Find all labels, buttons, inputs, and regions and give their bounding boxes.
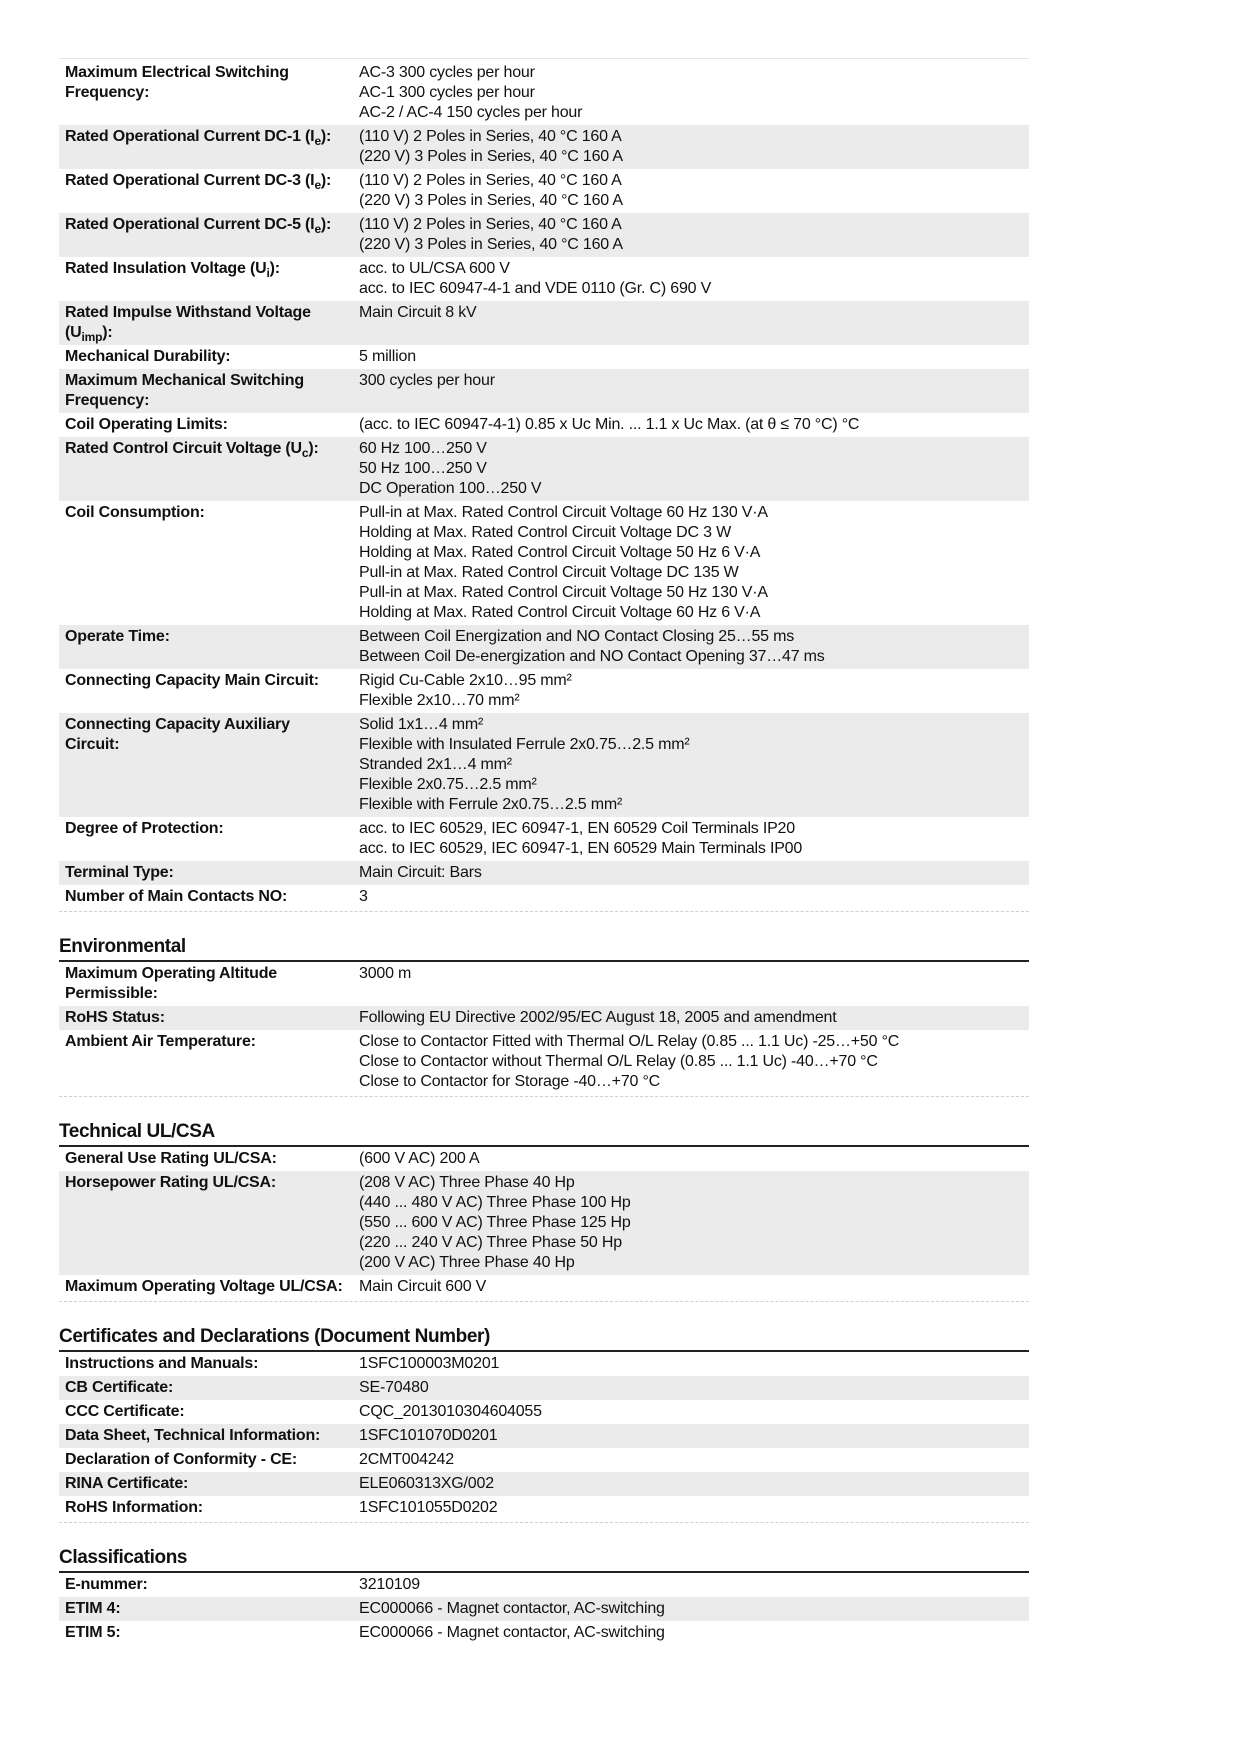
value-line: Flexible 2x0.75…2.5 mm² [359, 776, 537, 793]
table-row [59, 1171, 1029, 1275]
row-label-text: RoHS Information: [65, 1499, 203, 1516]
value-line: Holding at Max. Rated Control Circuit Voltage 50 Hz 6 V·A [359, 544, 761, 561]
value-line: 60 Hz 100…250 V [359, 440, 487, 457]
value-line: 5 million [359, 348, 416, 365]
row-label-text: CB Certificate: [65, 1379, 174, 1396]
table-row [59, 501, 1029, 625]
row-label [59, 713, 353, 817]
value-line: (220 V) 3 Poles in Series, 40 °C 160 A [359, 236, 623, 253]
table-row [59, 962, 1029, 1006]
row-label-text: Coil Consumption: [65, 504, 205, 521]
value-line: Close to Contactor for Storage -40…+70 °C [359, 1073, 661, 1090]
row-label-text: Rated Operational Current DC-3 (I [65, 172, 315, 189]
value-line: Pull-in at Max. Rated Control Circuit Voltage 50 Hz 130 V·A [359, 584, 768, 601]
table-row [59, 1621, 1029, 1645]
row-value [353, 1147, 1029, 1171]
row-label-subscript: i [266, 266, 270, 281]
value-line: 1SFC101070D0201 [359, 1427, 498, 1444]
row-label-text: Maximum Mechanical Switching Frequency: [65, 372, 304, 409]
row-label [59, 669, 353, 713]
table-row [59, 345, 1029, 369]
value-line: 3 [359, 888, 368, 905]
row-label [59, 1472, 353, 1496]
section-title: Certificates and Declarations (Document Number) [59, 1326, 490, 1347]
table-row [59, 125, 1029, 169]
value-line: (550 ... 600 V AC) Three Phase 125 Hp [359, 1214, 631, 1231]
row-value [353, 1171, 1029, 1275]
row-label-text: Degree of Protection: [65, 820, 224, 837]
section-specifications [59, 58, 1029, 912]
section-end-divider [59, 911, 1029, 912]
row-label [59, 501, 353, 625]
value-line: Pull-in at Max. Rated Control Circuit Voltage 60 Hz 130 V·A [359, 504, 768, 521]
row-value [353, 169, 1029, 213]
row-value [353, 1573, 1029, 1597]
row-label-subscript: imp [81, 330, 103, 345]
table-row [59, 1147, 1029, 1171]
row-label-text: Number of Main Contacts NO: [65, 888, 288, 905]
value-line: 300 cycles per hour [359, 372, 495, 389]
row-label-tail: ): [102, 324, 113, 341]
value-line: EC000066 - Magnet contactor, AC-switching [359, 1600, 665, 1617]
value-line: Close to Contactor Fitted with Thermal O/L Relay (0.85 ... 1.1 Uc) -25…+50 °C [359, 1033, 900, 1050]
value-line: Rigid Cu-Cable 2x10…95 mm² [359, 672, 572, 689]
row-label-tail: ): [308, 440, 319, 457]
row-value [353, 1597, 1029, 1621]
row-value [353, 301, 1029, 345]
spec-table [59, 1352, 1029, 1520]
table-row [59, 817, 1029, 861]
value-line: AC-2 / AC-4 150 cycles per hour [359, 104, 583, 121]
section-title: Environmental [59, 936, 186, 957]
value-line: acc. to IEC 60947-4-1 and VDE 0110 (Gr. C) 690 V [359, 280, 712, 297]
datasheet-page [59, 58, 1029, 1645]
row-label-text: RINA Certificate: [65, 1475, 189, 1492]
value-line: Holding at Max. Rated Control Circuit Voltage 60 Hz 6 V·A [359, 604, 761, 621]
row-label [59, 1448, 353, 1472]
table-row [59, 301, 1029, 345]
row-label-text: Data Sheet, Technical Information: [65, 1427, 321, 1444]
row-label-text: Rated Insulation Voltage (U [65, 260, 267, 277]
row-label-text: Horsepower Rating UL/CSA: [65, 1174, 277, 1191]
table-row [59, 1496, 1029, 1520]
value-line: (200 V AC) Three Phase 40 Hp [359, 1254, 575, 1271]
table-row [59, 213, 1029, 257]
row-label [59, 257, 353, 301]
row-value [353, 1400, 1029, 1424]
value-line: (220 V) 3 Poles in Series, 40 °C 160 A [359, 148, 623, 165]
row-label [59, 1352, 353, 1376]
row-label [59, 1496, 353, 1520]
value-line: ELE060313XG/002 [359, 1475, 494, 1492]
row-value [353, 1275, 1029, 1299]
row-label-text: Instructions and Manuals: [65, 1355, 259, 1372]
row-value [353, 1496, 1029, 1520]
value-line: (110 V) 2 Poles in Series, 40 °C 160 A [359, 216, 622, 233]
row-label [59, 169, 353, 213]
table-row [59, 669, 1029, 713]
row-value [353, 1030, 1029, 1094]
row-label-text: Connecting Capacity Auxiliary Circuit: [65, 716, 290, 753]
table-row [59, 625, 1029, 669]
table-row [59, 1275, 1029, 1299]
value-line: Between Coil Energization and NO Contact Closing 25…55 ms [359, 628, 795, 645]
row-label-text: E-nummer: [65, 1576, 148, 1593]
row-value [353, 885, 1029, 909]
row-value [353, 345, 1029, 369]
section-certificates-and-declarations-document-number [59, 1326, 1029, 1523]
value-line: (208 V AC) Three Phase 40 Hp [359, 1174, 575, 1191]
row-label-text: CCC Certificate: [65, 1403, 185, 1420]
table-row [59, 257, 1029, 301]
row-label-text: Rated Operational Current DC-1 (I [65, 128, 315, 145]
spec-table [59, 962, 1029, 1094]
value-line: DC Operation 100…250 V [359, 480, 542, 497]
row-label-subscript: e [314, 134, 321, 149]
row-label-subscript: e [314, 222, 321, 237]
value-line: Main Circuit: Bars [359, 864, 482, 881]
section-technical-ul-csa [59, 1121, 1029, 1302]
section-title: Classifications [59, 1547, 188, 1568]
row-value [353, 501, 1029, 625]
value-line: CQC_2013010304604055 [359, 1403, 542, 1420]
table-row [59, 861, 1029, 885]
value-line: (220 V) 3 Poles in Series, 40 °C 160 A [359, 192, 623, 209]
value-line: acc. to IEC 60529, IEC 60947-1, EN 60529 Coil Terminals IP20 [359, 820, 795, 837]
row-label-text: ETIM 5: [65, 1624, 121, 1641]
row-label [59, 1030, 353, 1094]
row-label-text: Mechanical Durability: [65, 348, 231, 365]
row-value [353, 369, 1029, 413]
value-line: Solid 1x1…4 mm² [359, 716, 484, 733]
value-line: Stranded 2x1…4 mm² [359, 756, 512, 773]
row-label-subscript: e [314, 178, 321, 193]
row-label [59, 369, 353, 413]
table-row [59, 1006, 1029, 1030]
row-value [353, 1621, 1029, 1645]
value-line: Pull-in at Max. Rated Control Circuit Voltage DC 135 W [359, 564, 739, 581]
row-label [59, 301, 353, 345]
value-line: SE-70480 [359, 1379, 429, 1396]
value-line: 1SFC101055D0202 [359, 1499, 498, 1516]
row-label [59, 125, 353, 169]
spec-table [59, 61, 1029, 909]
value-line: Main Circuit 8 kV [359, 304, 477, 321]
value-line: Flexible with Ferrule 2x0.75…2.5 mm² [359, 796, 623, 813]
row-value [353, 669, 1029, 713]
value-line: Between Coil De-energization and NO Contact Opening 37…47 ms [359, 648, 825, 665]
row-value [353, 1352, 1029, 1376]
row-value [353, 1424, 1029, 1448]
value-line: acc. to UL/CSA 600 V [359, 260, 510, 277]
table-row [59, 1424, 1029, 1448]
row-label [59, 1597, 353, 1621]
row-label-text: Declaration of Conformity - CE: [65, 1451, 298, 1468]
row-label [59, 861, 353, 885]
row-label-text: Operate Time: [65, 628, 170, 645]
table-row [59, 1352, 1029, 1376]
row-label [59, 213, 353, 257]
row-value [353, 1472, 1029, 1496]
row-value [353, 713, 1029, 817]
table-row [59, 169, 1029, 213]
value-line: (110 V) 2 Poles in Series, 40 °C 160 A [359, 172, 622, 189]
row-label [59, 437, 353, 501]
spec-table [59, 1147, 1029, 1299]
row-label [59, 962, 353, 1006]
row-label [59, 1376, 353, 1400]
table-row [59, 1448, 1029, 1472]
value-line: AC-3 300 cycles per hour [359, 64, 535, 81]
value-line: 50 Hz 100…250 V [359, 460, 487, 477]
table-row [59, 1376, 1029, 1400]
row-label-tail: ): [320, 128, 332, 145]
row-label [59, 817, 353, 861]
value-line: (440 ... 480 V AC) Three Phase 100 Hp [359, 1194, 631, 1211]
row-label-text: Terminal Type: [65, 864, 174, 881]
row-value [353, 817, 1029, 861]
section-end-divider [59, 1096, 1029, 1097]
row-label-text: Rated Impulse Withstand Voltage (U [65, 304, 311, 341]
row-label-text: RoHS Status: [65, 1009, 165, 1026]
table-row [59, 885, 1029, 909]
value-line: (110 V) 2 Poles in Series, 40 °C 160 A [359, 128, 622, 145]
row-value [353, 413, 1029, 437]
row-label [59, 1573, 353, 1597]
section-end-divider [59, 1522, 1029, 1523]
row-label-text: Maximum Operating Altitude Permissible: [65, 965, 278, 1002]
value-line: EC000066 - Magnet contactor, AC-switching [359, 1624, 665, 1641]
row-label [59, 1147, 353, 1171]
table-row [59, 61, 1029, 125]
row-label [59, 61, 353, 125]
value-line: acc. to IEC 60529, IEC 60947-1, EN 60529 Main Terminals IP00 [359, 840, 803, 857]
row-label-text: Rated Control Circuit Voltage (U [65, 440, 302, 457]
row-label-tail: ): [320, 216, 332, 233]
section-classifications [59, 1547, 1029, 1645]
row-value [353, 213, 1029, 257]
section-title: Technical UL/CSA [59, 1121, 215, 1142]
row-value [353, 61, 1029, 125]
row-label [59, 625, 353, 669]
table-row [59, 1400, 1029, 1424]
value-line: Flexible 2x10…70 mm² [359, 692, 520, 709]
row-label [59, 345, 353, 369]
table-row [59, 1472, 1029, 1496]
table-row [59, 369, 1029, 413]
row-value [353, 625, 1029, 669]
row-value [353, 962, 1029, 1006]
row-label-text: Rated Operational Current DC-5 (I [65, 216, 315, 233]
row-label-tail: ): [320, 172, 332, 189]
table-row [59, 437, 1029, 501]
row-label-subscript: c [301, 446, 309, 461]
table-row [59, 1573, 1029, 1597]
value-line: Holding at Max. Rated Control Circuit Voltage DC 3 W [359, 524, 731, 541]
row-label-text: Ambient Air Temperature: [65, 1033, 256, 1050]
value-line: 3210109 [359, 1576, 420, 1593]
row-label-text: Connecting Capacity Main Circuit: [65, 672, 319, 689]
row-label [59, 885, 353, 909]
value-line: 2CMT004242 [359, 1451, 454, 1468]
row-value [353, 257, 1029, 301]
spec-table [59, 1573, 1029, 1645]
row-label-text: Maximum Operating Voltage UL/CSA: [65, 1278, 343, 1295]
row-label [59, 1275, 353, 1299]
row-value [353, 861, 1029, 885]
value-line: Close to Contactor without Thermal O/L Relay (0.85 ... 1.1 Uc) -40…+70 °C [359, 1053, 878, 1070]
row-label-text: Maximum Electrical Switching Frequency: [65, 64, 289, 101]
table-row [59, 713, 1029, 817]
row-label [59, 1171, 353, 1275]
row-label [59, 1424, 353, 1448]
value-line: Main Circuit 600 V [359, 1278, 487, 1295]
table-row [59, 1030, 1029, 1094]
value-line: Following EU Directive 2002/95/EC August 18, 2005 and amendment [359, 1009, 837, 1026]
row-value [353, 1006, 1029, 1030]
table-row [59, 1597, 1029, 1621]
row-label-text: General Use Rating UL/CSA: [65, 1150, 277, 1167]
row-value [353, 1376, 1029, 1400]
row-value [353, 125, 1029, 169]
value-line: 3000 m [359, 965, 412, 982]
row-value [353, 437, 1029, 501]
row-label-text: Coil Operating Limits: [65, 416, 228, 433]
row-label-text: ETIM 4: [65, 1600, 121, 1617]
row-label-tail: ): [269, 260, 280, 277]
section-end-divider [59, 1301, 1029, 1302]
value-line: AC-1 300 cycles per hour [359, 84, 535, 101]
section-environmental [59, 936, 1029, 1097]
row-label [59, 1006, 353, 1030]
row-label [59, 1400, 353, 1424]
value-line: 1SFC100003M0201 [359, 1355, 500, 1372]
table-row [59, 413, 1029, 437]
value-line: (600 V AC) 200 A [359, 1150, 480, 1167]
row-value [353, 1448, 1029, 1472]
value-line: Flexible with Insulated Ferrule 2x0.75…2.5 mm² [359, 736, 690, 753]
row-label [59, 1621, 353, 1645]
row-label [59, 413, 353, 437]
value-line: (acc. to IEC 60947-4-1) 0.85 x Uc Min. ... 1.1 x Uc Max. (at θ ≤ 70 °C) °C [359, 416, 860, 433]
top-divider [59, 58, 1029, 59]
value-line: (220 ... 240 V AC) Three Phase 50 Hp [359, 1234, 622, 1251]
